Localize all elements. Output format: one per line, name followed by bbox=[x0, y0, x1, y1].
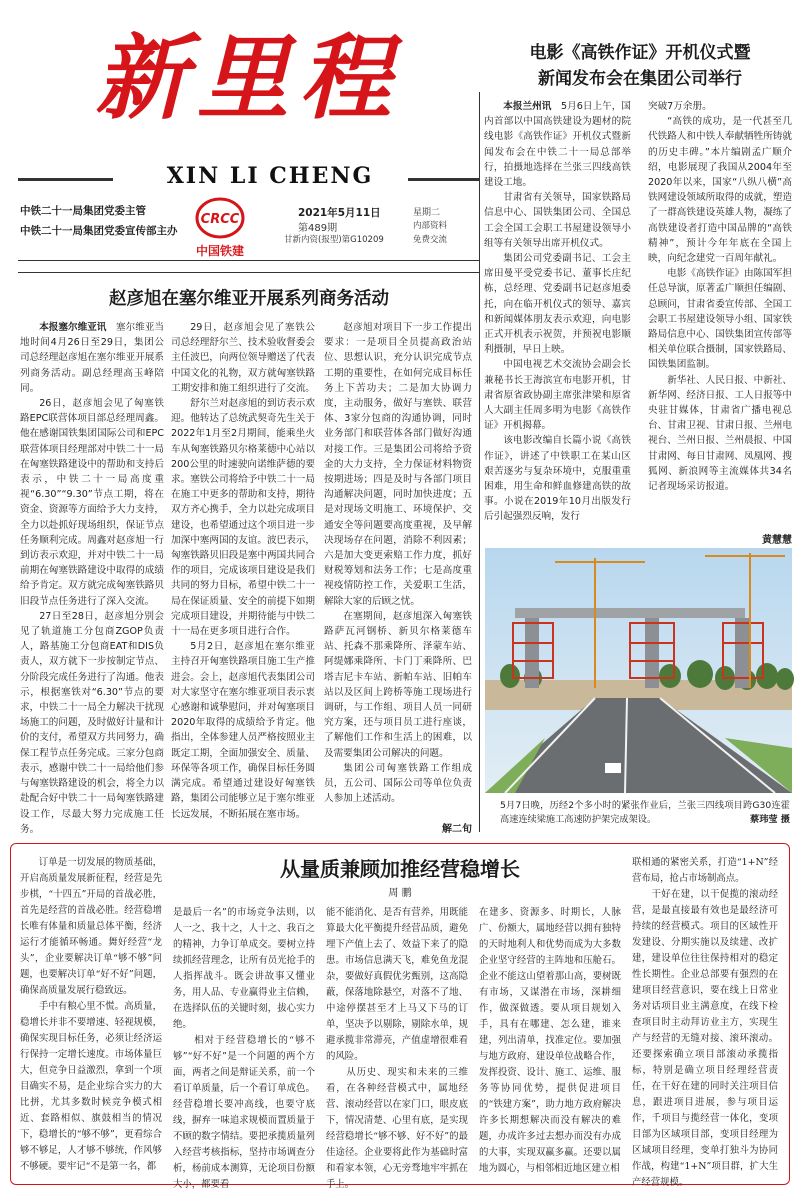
film-article-col2 bbox=[648, 99, 792, 529]
main-paragraph: 在塞期间，赵彦旭深入匈塞铁路萨瓦河钢桥、新贝尔格莱德车站、托森不那乘降所、泽蒙车站、阿缇娜乘降所、卡门丁乘降所、巴塔吉尼卡车站、新帕车站、旧帕车站以及区间上跨桥等施工现场进行调研，与工作组、项目人员一同研究方案，还与项目员工进行座谈，了解他们工作和生活上的困难，以及需要集团公司解决的问题。 bbox=[324, 610, 472, 759]
film-paragraph: 集团公司党委副书记、工会主席田曼平受党委书记、董事长庄纪栋，总经理、党委副书记赵彦旭委托，向在临开机仪式的领导、嘉宾和新闻媒体朋友表示欢迎，向电影正式开机表示祝贺，并预祝电影顺利摄制，早日上映。 bbox=[484, 253, 631, 356]
commentary-author: 周 鹏 bbox=[388, 888, 412, 899]
film-paragraph: 电影《高铁作证》由陈国军担任总导演，原著孟广顺担任编剧、总顾问，甘肃省委宣传部、全国工会职工书屋建设领导小组、国家铁路局信息中心、国铁集团宣传部等相关单位联合摄制，国家铁路局、国铁集团监制。 bbox=[648, 268, 792, 371]
main-article-col1 bbox=[20, 320, 165, 835]
film-headline-line2: 新闻发布会在集团公司举行 bbox=[538, 69, 742, 89]
commentary-col5: 联相通的紧密关系，打造“1+N”经营布局，抢占市场制高点。 干好在建，以干促揽的滚动经营，是最直接最有效也是最经济可持续的经营模式。项目的区域性开发建设、分期实施以及续建、改扩建，建设单位往往保持相对的稳定性长期性。企业总部要有强烈的在建项目经营意识，要在线上日常业务对话项目业主满意度，在线下检查项目时主动拜访业主方，实现生产与经营的无缝对接、滚环滚动。还要探索确立项目部滚动承揽指标，特别是确立项目经理经营责任，在干好在建的同时关注项目信息，跟进项目进展，参与项目运作，千项目与揽经营一体化，变项目部为区域项目部，变项目经理为区域项目经理，变单打独斗为协同作战，构建“1+N”项目群，扩大生产经营规模。 bbox=[632, 857, 778, 1188]
main-article-col3 bbox=[324, 320, 472, 814]
sponsor-line-2: 中铁二十一局集团党委宣传部主办 bbox=[20, 225, 178, 237]
free-label: 免费交流 bbox=[413, 235, 448, 245]
column-divider bbox=[479, 92, 480, 832]
main-headline: 赵彦旭在塞尔维亚开展系列商务活动 bbox=[109, 289, 389, 309]
commentary-col1: 订单是一切发展的物质基础，开启高质量发展新征程，经营是先步棋，“十四五”开局的首战必胜，首先是经营的首战必胜。经营稳增长唯有体量和质量总体平衡，经济运行才能循环畅通。舞好经营“龙头”，企业要解决订单“够不够”问题，也要解决订单“好不好”问题，确保高质量发展行稳致远。 手中有粮心里不慌。高质量，稳增长并非不要增速、轻视规模，确保实现目标任务，必须让经济运行保持一定增长速度。市场体量巨大，但竞争日益激烈，拿到一个项目确实不易，是企业综合实力的大比拼，尤其多数时候竞争模式相近、套路相似、旗鼓相当的情况下，稳增长的“够不够”，更看综合够不够足，人才够不够统，作风够不够硬。要牢记“不是第一名，都 bbox=[20, 857, 162, 1172]
main-paragraph: 集团公司匈塞铁路工作组成员，五公司、国际公司等单位负责人参加上述活动。 bbox=[324, 762, 472, 805]
film-author: 黄慧慧 bbox=[762, 535, 792, 546]
commentary-headline: 从量质兼顾加推经营稳增长 bbox=[280, 857, 520, 881]
film-paragraph: 5月6日上午，国内首部以中国高铁建设为题材的院线电影《高铁作证》开机仪式暨新闻发布会在中铁二十一局总部举行，拍摄地选择在兰张三四线高铁建设工地。 bbox=[484, 101, 632, 189]
commentary-col3: 能不能消化、是否有营养，用既能算最大化平衡提升经营品质，避免埋下产值上去了、效益下来了的隐患。市场信息满天飞，难免鱼龙混杂，要做好真假优劣甄别，这高隐蔽，保落地除悬空，对落不了地、中途停摆甚至才上马又下马的订单，坚决予以剔除，剔除水单，规避承揽非常滞亮，产值虚增很难看的风险。 从历史、现实和未来的三维看，在各种经营模式中，属地经营、滚动经营以在家门口，眼皮底下，情况清楚、心里有底，是实现经营稳增长“够不够、好不好”的最佳途径。企业要将此作为基础时富和看家本领，心无旁骛地牢牢抓在手上。 bbox=[326, 907, 468, 1190]
photo-caption bbox=[500, 799, 790, 829]
main-byline: 本报塞尔维亚讯 bbox=[39, 322, 107, 333]
sponsor-line-1: 中铁二十一局集团党委主管 bbox=[20, 205, 146, 217]
masthead-rule-left bbox=[18, 178, 113, 181]
film-paragraph: 该电影改编自长篇小说《高铁作证》，讲述了中铁职工在某山区艰苦逐劣与复杂环境中，克服重重困难，用生命和鲜血修建高铁的故事。小说在2019年10月出版发行后引起强烈反响，发行 bbox=[484, 435, 631, 523]
main-paragraph: 赵彦旭对项目下一步工作提出要求：一是项目全员提高政治站位、思想认识，充分认识完成节点工期的重要性，在如何完成目标任务上下苦功夫；二是加大协调力度，主动服务，做好与塞铁、联营体、3家分包商的沟通协调，同时业务部门和联营体各部门做好沟通对接工作。三是集团公司将给予资金的大力支持，全力保证材料物资按期进场；四是及时与各部门项目沟通解决问题，同时加快进度；五是对现场文明施工、环境保护、交通安全等问题要高度重视，及早解决现场存在问题，消除不利因素；六是加大变更索赔工作力度，抓好财税筹划和法务工作；七是高度重视疫情防控工作，关爱职工生活，解除大家的后顾之忧。 bbox=[324, 322, 472, 607]
film-paragraph: 突破7万余册。 bbox=[648, 101, 712, 112]
main-headline-rule bbox=[18, 272, 480, 273]
issue-weekday: 星期二 bbox=[413, 208, 441, 218]
masthead-title: 新里程 bbox=[94, 24, 401, 132]
main-paragraph: 舒尔兰对赵彦旭的到访表示欢迎。他转达了总统武契奇先生关于2022年1月至2月期间，能乘坐火车从匈塞铁路贝尔格莱德中心站以200公里的时速驶向诺维萨德的要求。塞铁公司将给予中铁二十一局在施工中更多的帮助和支持，期待双方齐心携手，全力以赴完成项目建设，也希望通过这个项目进一步加深中塞两国的友谊。波巴表示，匈塞铁路贝旧段是塞中两国共同合作的项目，完成该项目建设是我们共同的努力目标，希望中铁二十一局在保证质量、安全的前提下如期完成项目建设，并期待能与中铁二十一局在更多项目进行合作。 bbox=[171, 398, 315, 638]
masthead-rule-right bbox=[408, 178, 480, 181]
film-paragraph: “高铁的成功，是一代甚至几代铁路人和中铁人奉献牺牲所铸就的历史丰碑。”本片编剧孟广顺介绍，电影展现了我国从2004年至2020年以来，国家“八纵八横”高铁网建设领域所取得的成就，塑造了一群高铁建设英雄人物，凝练了高铁建设者打造中国品牌的“高铁精神”，预计今年年底在全国上映，向纪念建党一百周年献礼。 bbox=[648, 116, 792, 265]
commentary-col2: 是最后一名”的市场竞争法则，以人一之、我十之，人十之、我百之的精神，力争订单成交。要树立持续抓经营理念，让所有员光抢手的人指挥战斗。既会讲故事又懂业务，用人品、专业赢得业主信赖，在选择队伍的关键时刻，拔心实力绝。 相对于经营稳增长的“够不够”“好不好”是一个问题的两个方面，两者之间是辩证关系，前一个看订单质量，后一个看订单成色。经营稳增长要冲高线，也要守底线，摒弃一味追求规模而置质量于不顾的数字情结。要把承揽质量列入经营考核指标，坚持市场调查分析，杨前成本测算，无论项目份额大小，都要看 bbox=[173, 907, 315, 1190]
film-headline-line1: 电影《高铁作证》开机仪式暨 bbox=[529, 43, 751, 63]
main-paragraph: 塞尔维亚当地时间4月26日至29日，集团公司总经理赵彦旭在塞尔维亚开展系列商务活动。副总经理高玉峰陪同。 bbox=[20, 322, 165, 394]
photo-caption-text: 5月7日晚，历经2个多小时的紧张作业后，兰张三四线项目跨G30连霍高速连续梁施工高速防护架完成架设。 bbox=[500, 800, 790, 825]
main-paragraph: 29日，赵彦旭会见了塞铁公司总经理舒尔兰、技术验收督委会主任波巴，向两位领导赠送了代表中国文化的礼物，双方就匈塞铁路工期安排和施工组织进行了交流。 bbox=[171, 322, 315, 394]
material-type: 内部资料 bbox=[413, 221, 448, 231]
masthead-pinyin: XIN LI CHENG bbox=[166, 163, 374, 189]
film-paragraph: 甘肃省有关领导，国家铁路局信息中心、国铁集团公司、全国总工会全国工会职工书屋建设领导小组等有关领导出席开机仪式。 bbox=[484, 192, 631, 249]
main-article-col2 bbox=[171, 320, 315, 832]
main-author: 解二旬 bbox=[442, 824, 472, 835]
construction-photo bbox=[485, 548, 792, 793]
photo-credit: 蔡玮莹 摄 bbox=[750, 814, 790, 825]
issue-number: 第489期 bbox=[298, 223, 338, 234]
logo-name: 中国铁建 bbox=[195, 244, 244, 258]
main-paragraph: 27日至28日，赵彦旭分别会见了轨道施工分包商ZGOP负责人，路基施工分包商EAT和DIS负责人，双方就下一步按制定节点、分阶段完成任务进行了沟通。他表示，根据塞铁对“6.30”节点的要求，中铁二十一局全力解决干扰现场施工的问题，及时做好计量和计价的支付，希望双方共同努力，确保工程节点任务完成。三家分包商表示，感谢中铁二十一局给他们参与匈塞铁路建设的机会，将全力以赴配合好中铁二十一局匈塞铁路建设工作，尽最大努力完成施工任务。 bbox=[20, 610, 164, 835]
film-article-col1 bbox=[484, 99, 631, 539]
crcc-logo-mark: CRCC bbox=[200, 212, 240, 227]
crcc-logo-icon bbox=[195, 197, 245, 239]
film-byline: 本报兰州讯 bbox=[503, 101, 552, 112]
main-paragraph: 5月2日，赵彦旭在塞尔维亚主持召开匈塞铁路项目施工生产推进会。会上，赵彦旭代表集团公司对大家坚守在塞尔维亚项目表示衷心感谢和诚挚慰问，并对匈塞项目2020年取得的成绩给予肯定。他指出，全体参建人员严格按照业主既定工期，全面加强安全、质量、环保等各项工作，确保目标任务圆满完成。希望通过建设好匈塞铁路，集团公司能够立足于塞尔维亚长远发展，不断拓展在塞市场。 bbox=[171, 641, 315, 820]
issue-date: 2021年5月11日 bbox=[298, 207, 381, 219]
film-paragraph: 中国电视艺术交流协会副会长兼秘书长王海滨宣布电影开机，甘肃省原省政协副主席张津梁和原省人大副主任周多明为电影《高铁作证》开机揭幕。 bbox=[484, 359, 631, 432]
main-paragraph: 26日，赵彦旭会见了匈塞铁路EPC联营体项目部总经理周鑫。他在感谢国铁集团国际公司和EPC联营体项目经理部对中铁二十一局在匈塞铁路建设中的帮助和支持后表示，中铁二十一局高度重视“6.30”“9.30”节点工期，将在资金、资源等方面给予大力支持，全力以赴抓好现场组织，保证节点任务顺利完成。周鑫对赵彦旭一行到访表示欢迎，并对中铁二十一局前期在匈塞铁路建设中取得的成绩给予肯定。双方就完成匈塞铁路贝旧段节点任务进行了深入交流。 bbox=[20, 398, 164, 607]
permit-number: 甘新内资(报型)第G10209 bbox=[284, 235, 384, 245]
masthead-bottom-rule bbox=[18, 260, 480, 261]
commentary-col4: 在建多、资源多、时期长，人脉广、份额大，属地经营以拥有独特的天时地利人和优势而成为大多数企业坚守经营的主阵地和压舱石。企业不能这山望着那山高，要树既有市场，又谋潜在市场，深耕细作，做深做透。要从项目规划入手，具有在哪建、怎么建，谁来建，列出清单，找准定位。要加强与地方政府、建设单位战略合作，发挥投资、设计、施工、运维、服务等协同优势，提供促进项目的“铁建方案”，助力地方政府解决许多长期想解决而没有解决的难题，办成许多过去想办而没有办成的大事，实现双赢多赢。还要以属地为圆心，与相邻相近地区建立相 bbox=[479, 907, 621, 1174]
film-paragraph: 新华社、人民日报、中新社、新华网、经济日报、工人日报等中央驻甘媒体，甘肃省广播电视总台、甘肃卫视、甘肃日报、兰州电视台、兰州日报、兰州晨报、中国甘肃网、每日甘肃网、凤凰网、搜狐网、新浪网等主流媒体共34名记者现场采访报道。 bbox=[648, 374, 792, 493]
